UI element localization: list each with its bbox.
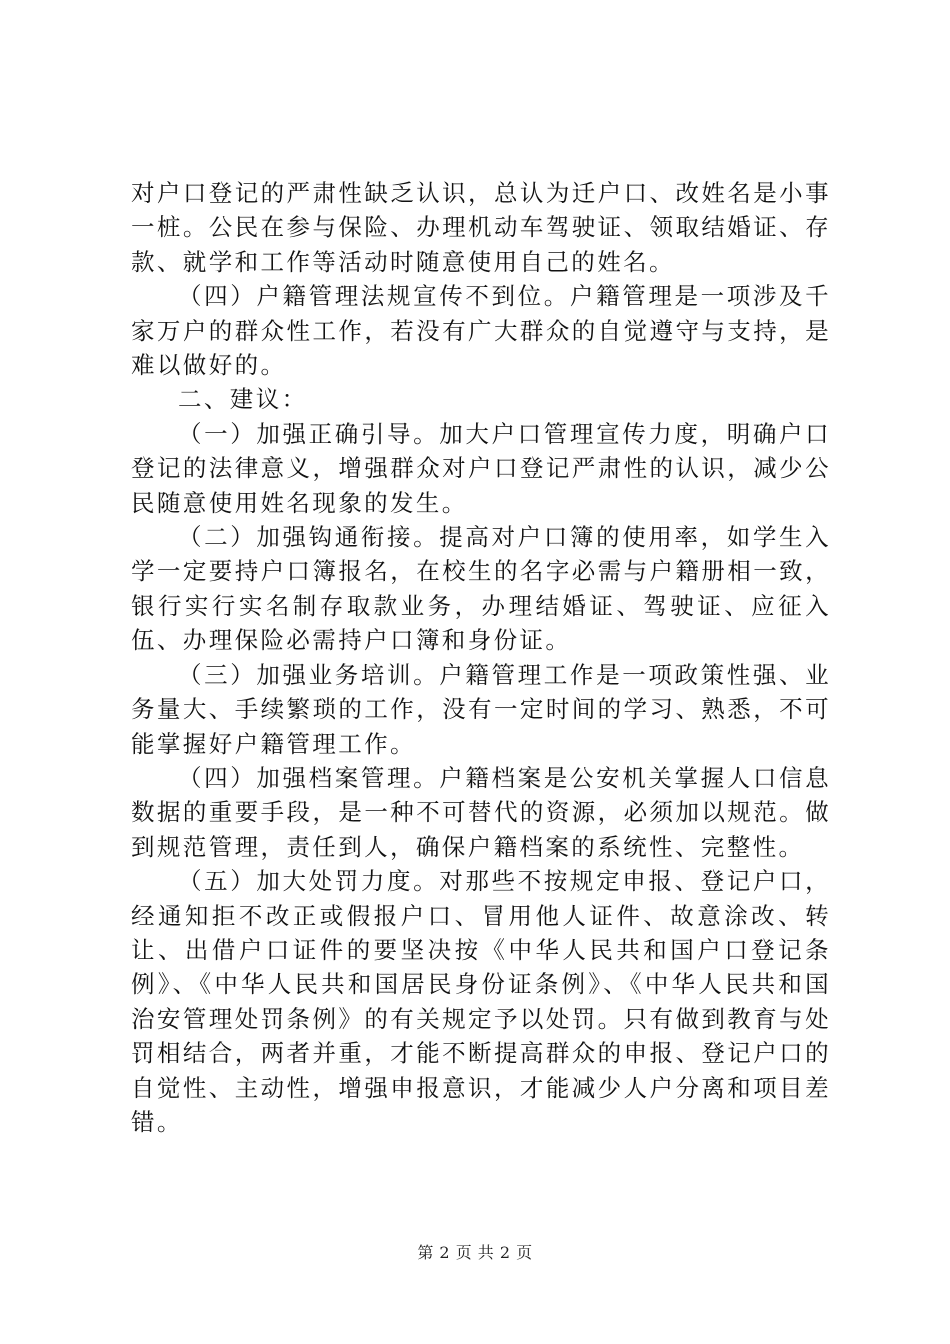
page-footer — [0, 1243, 950, 1263]
page-number-label: 第 2 页 共 2 页 — [417, 1243, 533, 1262]
paragraph-suggestion-three: （三）加强业务培训。户籍管理工作是一项政策性强、业务量大、手续繁琐的工作，没有一定时间的学习、熟悉，不可能掌握好户籍管理工作。 — [131, 660, 831, 758]
paragraph-suggestion-two: （二）加强钩通衔接。提高对户口簿的使用率，如学生入学一定要持户口簿报名，在校生的名字必需与户籍册相一致，银行实行实名制存取款业务，办理结婚证、驾驶证、应征入伍、办理保险必需持户口簿和身份证。 — [131, 523, 831, 655]
section-heading-suggestions: 二、建议： — [178, 385, 308, 414]
paragraph-point-four-publicity: （四）户籍管理法规宣传不到位。户籍管理是一项涉及千家万户的群众性工作，若没有广大群众的自觉遵守与支持，是难以做好的。 — [131, 282, 831, 380]
paragraph-suggestion-four: （四）加强档案管理。户籍档案是公安机关掌握人口信息数据的重要手段，是一种不可替代的资源，必须加以规范。做到规范管理，责任到人，确保户籍档案的系统性、完整性。 — [131, 763, 831, 861]
document-body — [131, 176, 831, 1139]
paragraph-suggestion-one: （一）加强正确引导。加大户口管理宣传力度，明确户口登记的法律意义，增强群众对户口登记严肃性的认识，减少公民随意使用姓名现象的发生。 — [131, 419, 831, 517]
paragraph-suggestion-five: （五）加大处罚力度。对那些不按规定申报、登记户口，经通知拒不改正或假报户口、冒用他人证件、故意涂改、转让、出借户口证件的要坚决按《中华人民共和国户口登记条例》、《中华人民共和国居民身份证条例》、《中华人民共和国治安管理处罚条例》的有关规定予以处罚。只有做到教育与处罚相结合，两者并重，才能不断提高群众的申报、登记户口的自觉性、主动性，增强申报意识，才能减少人户分离和项目差错。 — [131, 867, 831, 1136]
paragraph-continued-text: 对户口登记的严肃性缺乏认识，总认为迁户口、改姓名是小事一桩。公民在参与保险、办理机动车驾驶证、领取结婚证、存款、就学和工作等活动时随意使用自己的姓名。 — [131, 179, 831, 276]
